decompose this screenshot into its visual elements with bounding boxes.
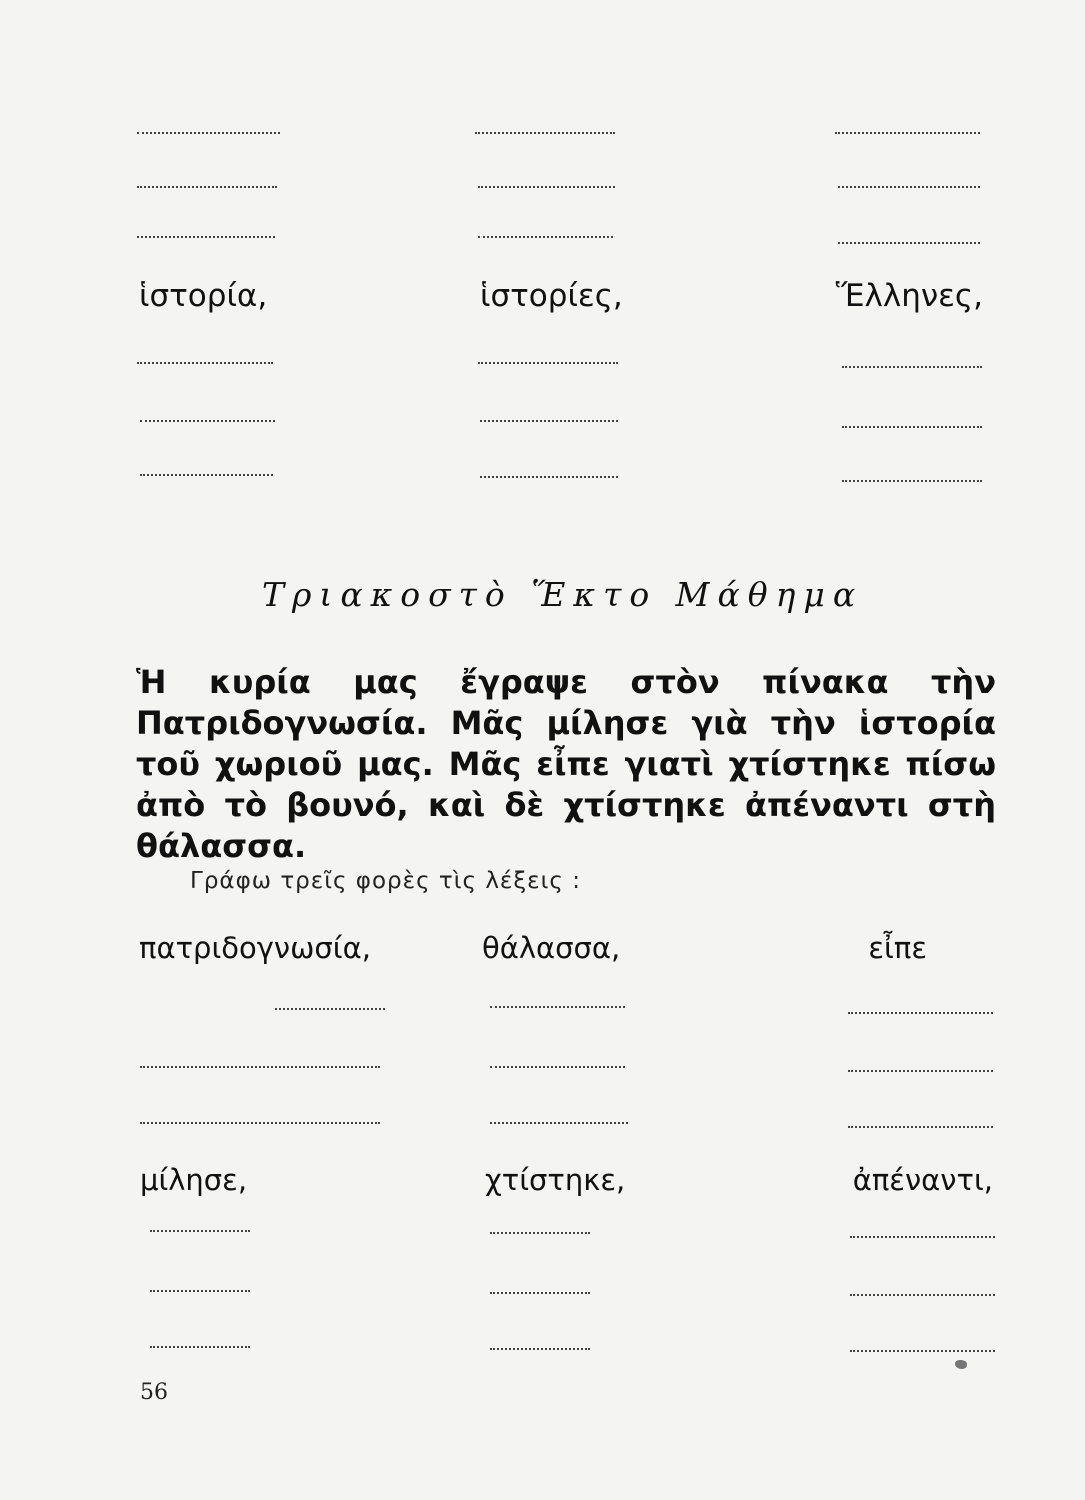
word-thalassa: θάλασσα, (482, 931, 621, 965)
blank-line (137, 362, 273, 364)
lesson-title: Τριακοστὸ Ἕκτο Μάθημα (262, 575, 864, 614)
word-patridognosia: πατριδογνωσία, (139, 931, 371, 965)
word-3: Ἕλληνες, (835, 278, 983, 314)
instruction: Γράφω τρεῖς φορὲς τὶς λέξεις : (190, 868, 581, 894)
lesson-text: Ἡ κυρία μας ἔγραψε στὸν πίνακα τὴν Πατριδογνωσία. Μᾶς μίλησε γιὰ τὴν ἱστορία τοῦ χωριοῦ μας. Μᾶς εἶπε γιατὶ χτίστηκε πίσω ἀπὸ τὸ βουνό, καὶ δὲ χτίστηκε ἀπέναντι στὴ θάλασσα. (136, 663, 996, 865)
blank-line (838, 186, 980, 188)
blank-line (490, 1006, 625, 1008)
blank-line (475, 132, 615, 134)
blank-line (850, 1350, 995, 1352)
word-eipe: εἶπε (868, 931, 927, 965)
blank-line (848, 1070, 993, 1072)
word-apenanti: ἀπέναντι, (852, 1163, 993, 1197)
blank-line (842, 480, 982, 482)
blank-line (490, 1232, 590, 1234)
blank-line (848, 1126, 993, 1128)
blank-line (835, 132, 980, 134)
blank-line (137, 236, 275, 238)
blank-line (490, 1292, 590, 1294)
word-chtistike: χτίστηκε, (485, 1163, 626, 1197)
blank-line (848, 1012, 993, 1014)
blank-line (490, 1122, 628, 1124)
blank-line (478, 186, 615, 188)
blank-line (275, 1008, 385, 1010)
blank-line (137, 132, 280, 134)
blank-line (140, 474, 273, 476)
word-1: ἱστορία, (139, 278, 268, 314)
blank-line (140, 1066, 380, 1068)
blank-line (480, 420, 618, 422)
blank-line (150, 1230, 250, 1232)
blank-line (140, 420, 275, 422)
blank-line (478, 362, 618, 364)
blank-line (490, 1066, 625, 1068)
blank-line (490, 1348, 590, 1350)
blank-line (140, 1122, 380, 1124)
blank-line (478, 236, 613, 238)
blank-line (850, 1236, 995, 1238)
blank-line (150, 1346, 250, 1348)
ink-speck (955, 1360, 967, 1369)
page-number: 56 (140, 1380, 168, 1405)
blank-line (137, 186, 277, 188)
word-milise: μίλησε, (140, 1163, 248, 1197)
word-2: ἱστορίες, (480, 278, 623, 314)
blank-line (838, 242, 980, 244)
blank-line (842, 366, 982, 368)
blank-line (842, 426, 982, 428)
blank-line (850, 1294, 995, 1296)
blank-line (480, 476, 618, 478)
blank-line (150, 1290, 250, 1292)
